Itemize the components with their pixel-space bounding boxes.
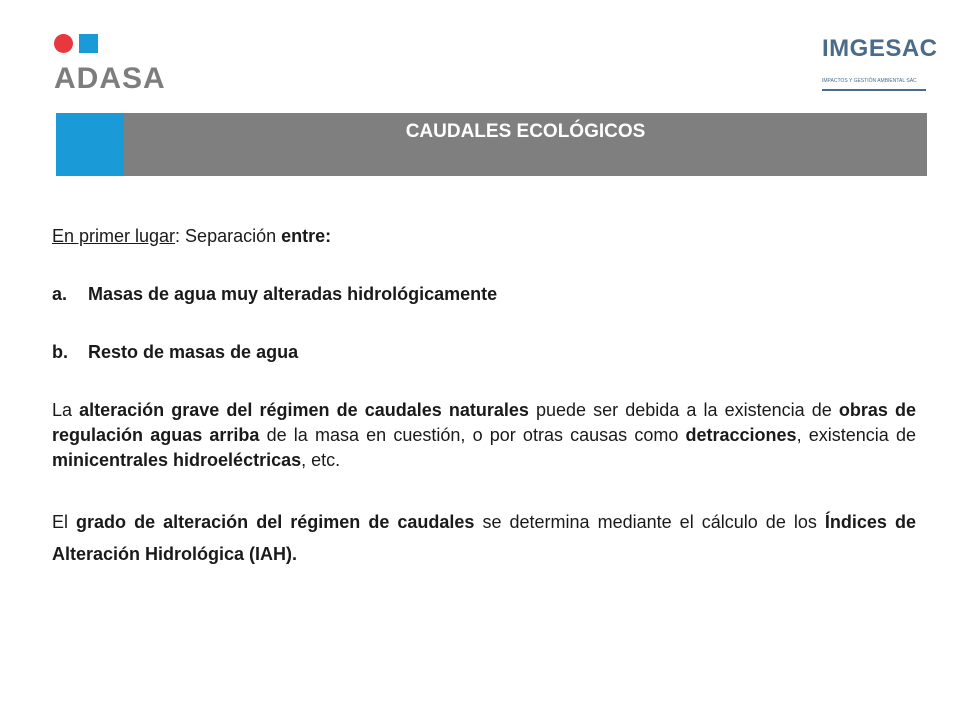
- slide-content: [52, 224, 916, 570]
- intro-text: : Separación: [175, 226, 282, 246]
- p1-bold-2: obras de regulación aguas arriba: [52, 400, 916, 445]
- imgesac-logo: [818, 34, 938, 96]
- p1-text-2: puede ser debida a la existencia de: [528, 400, 839, 420]
- list-item-b: [52, 340, 916, 365]
- p1-bold-1: alteración grave del régimen de caudales naturales: [79, 400, 529, 420]
- adasa-logo-text: ADASA: [54, 62, 166, 95]
- intro-line: [52, 224, 916, 249]
- list-item-a: [52, 282, 916, 307]
- intro-underlined: En primer lugar: [52, 226, 176, 246]
- p1-text-4: , existencia de: [796, 425, 916, 445]
- list-text-b: Resto de masas de agua: [88, 342, 299, 362]
- p1-text-1: La: [52, 400, 80, 420]
- red-dot-icon: [54, 34, 73, 53]
- intro-bold: entre:: [281, 226, 332, 246]
- adasa-logo: [54, 34, 184, 94]
- p1-text-3: de la masa en cuestión, o por otras causas como: [259, 425, 686, 445]
- p1-bold-3: detracciones: [685, 425, 797, 445]
- p2-bold-2: Índices de Alteración Hidrológica (IAH).: [52, 512, 916, 564]
- p2-bold-1: grado de alteración del régimen de caudales: [76, 512, 475, 532]
- title-bar: [56, 113, 927, 176]
- paragraph-grado: [52, 506, 916, 570]
- imgesac-logo-subtext: IMPACTOS Y GESTIÓN AMBIENTAL SAC: [822, 78, 917, 84]
- list-marker-b: b.: [52, 342, 68, 362]
- imgesac-logo-underline: [822, 89, 926, 91]
- paragraph-alteracion: [52, 398, 916, 473]
- title-accent-block: [56, 113, 124, 176]
- p2-text-2: se determina mediante el cálculo de los: [474, 512, 825, 532]
- p1-bold-4: minicentrales hidroeléctricas: [52, 450, 302, 470]
- imgesac-logo-text: IMGESAC: [822, 35, 938, 62]
- blue-square-icon: [79, 34, 98, 53]
- list-text-a: Masas de agua muy alteradas hidrológicamente: [88, 284, 498, 304]
- p1-text-5: , etc.: [301, 450, 341, 470]
- slide-title: CAUDALES ECOLÓGICOS: [405, 121, 646, 142]
- list-marker-a: a.: [52, 284, 68, 304]
- p2-text-1: El: [52, 512, 77, 532]
